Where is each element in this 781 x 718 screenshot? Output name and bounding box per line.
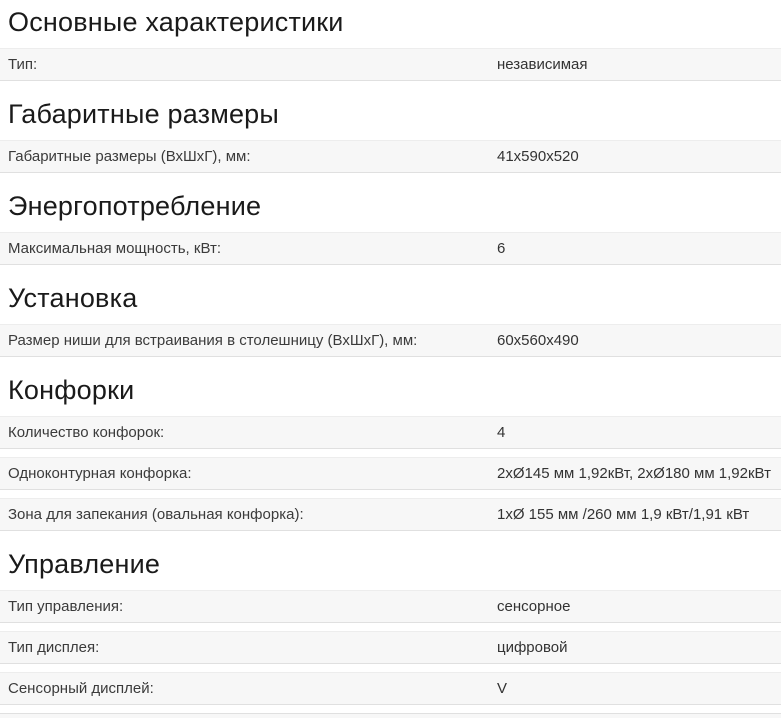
specs-list bbox=[0, 8, 781, 705]
spec-section bbox=[0, 284, 781, 357]
spec-value: цифровой bbox=[497, 639, 568, 656]
spec-label: Тип управления: bbox=[8, 598, 124, 615]
spec-label: Количество конфорок: bbox=[8, 424, 165, 441]
spec-row bbox=[0, 140, 781, 173]
spec-label: Максимальная мощность, кВт: bbox=[8, 240, 222, 257]
section-title: Управление bbox=[8, 549, 161, 579]
spec-row bbox=[0, 590, 781, 623]
section-title: Основные характеристики bbox=[8, 7, 344, 37]
spec-value: 6 bbox=[497, 240, 506, 257]
spec-section bbox=[0, 550, 781, 705]
section-title: Энергопотребление bbox=[8, 191, 262, 221]
spec-label: Сенсорный дисплей: bbox=[8, 680, 154, 697]
spec-row bbox=[0, 48, 781, 81]
spec-value: сенсорное bbox=[497, 598, 571, 615]
spec-value: 4 bbox=[497, 424, 506, 441]
spec-row bbox=[0, 672, 781, 705]
spec-label: Тип: bbox=[8, 56, 38, 73]
spec-value: 60x560x490 bbox=[497, 332, 579, 349]
spec-value: 2хØ145 мм 1,92кВт, 2хØ180 мм 1,92кВт bbox=[497, 465, 771, 482]
spec-row bbox=[0, 232, 781, 265]
spec-section bbox=[0, 8, 781, 81]
section-title: Установка bbox=[8, 283, 138, 313]
spec-label: Одноконтурная конфорка: bbox=[8, 465, 192, 482]
spec-label: Габаритные размеры (ВхШхГ), мм: bbox=[8, 148, 251, 165]
spec-value: независимая bbox=[497, 56, 588, 73]
spec-section bbox=[0, 100, 781, 173]
spec-value: 41x590x520 bbox=[497, 148, 579, 165]
spec-value: V bbox=[497, 680, 508, 697]
section-title: Конфорки bbox=[8, 375, 135, 405]
spec-label: Зона для запекания (овальная конфорка): bbox=[8, 506, 304, 523]
spec-label: Размер ниши для встраивания в столешницу (ВхШхГ), мм: bbox=[8, 332, 418, 349]
spec-section bbox=[0, 376, 781, 531]
specs-table bbox=[0, 8, 781, 718]
spec-section bbox=[0, 192, 781, 265]
spec-row bbox=[0, 324, 781, 357]
spec-row bbox=[0, 631, 781, 664]
spec-label: Тип дисплея: bbox=[8, 639, 100, 656]
partial-next-row bbox=[0, 713, 781, 718]
spec-row bbox=[0, 498, 781, 531]
spec-value: 1хØ 155 мм /260 мм 1,9 кВт/1,91 кВт bbox=[497, 506, 750, 523]
spec-row bbox=[0, 416, 781, 449]
spec-row bbox=[0, 457, 781, 490]
section-title: Габаритные размеры bbox=[8, 99, 279, 129]
